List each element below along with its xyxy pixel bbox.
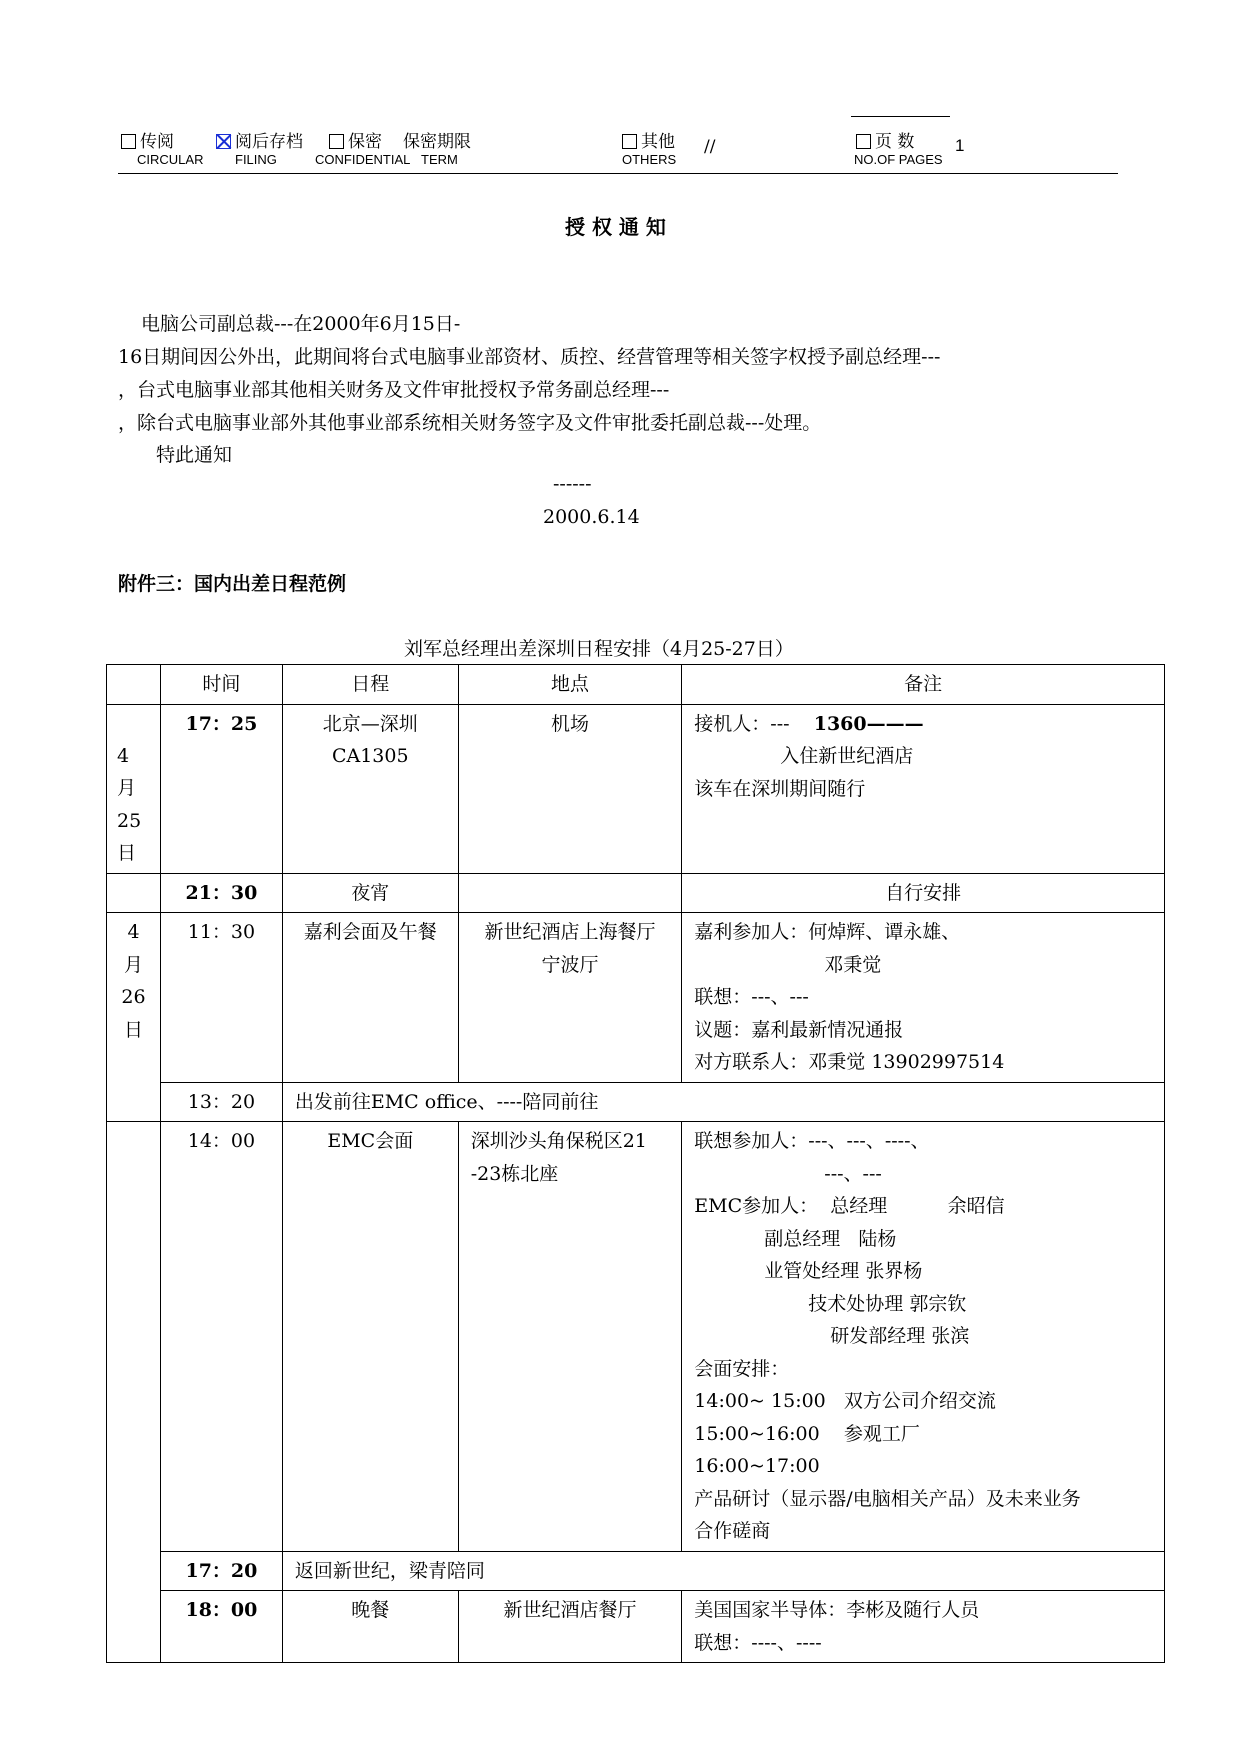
filing-option[interactable]: 阅后存档 (216, 127, 303, 152)
place-cell: 机场 (458, 704, 682, 873)
table-row (107, 1082, 1165, 1122)
notice-title: 授 权 通 知 (565, 215, 666, 239)
table-row (107, 873, 1165, 913)
notice-date: 2000.6.14 (543, 506, 640, 528)
time-cell: 17：25 (160, 704, 282, 873)
others-option[interactable]: 其他 (622, 127, 675, 152)
note-cell: 联想参加人：---、---、----、 ---、--- EMC参加人： 总经理 余昭信 副总经理 陆杨 业管处经理 张界杨 技术处协理 郭宗钦 研发部经理 张滨 会面安排： 14:00~ 15:00 双方公司介绍交流 15:00~16:00 参观工厂 16:00~17:00 产品研讨（显示器/电脑相关产品）及未来业务 合作磋商 (682, 1122, 1165, 1552)
others-en-label: OTHERS (622, 152, 677, 167)
time-cell: 18：00 (160, 1591, 282, 1663)
filing-en-label: FILING (235, 152, 277, 167)
circular-option[interactable]: 传阅 (121, 127, 174, 152)
day-cell-26: 4 月 26 日 (107, 913, 161, 1122)
item-cell: 北京—深圳 CA1305 (282, 704, 458, 873)
checkbox-icon[interactable] (856, 134, 871, 149)
table-row (107, 1591, 1165, 1663)
table-header-row (107, 665, 1165, 705)
place-cell (458, 873, 682, 913)
pages-top-rule (851, 116, 950, 117)
checkbox-icon[interactable] (329, 134, 344, 149)
notice-line-3: ，台式电脑事业部其他相关财务及文件审批授权予常务副总经理--- (118, 379, 670, 401)
notice-line-1: 电脑公司副总裁---在2000年6月15日- (141, 313, 461, 335)
checkbox-icon[interactable] (622, 134, 637, 149)
time-cell: 21：30 (160, 873, 282, 913)
table-row (107, 913, 1165, 1083)
notice-closing: 特此通知 (156, 444, 233, 466)
item-cell: 出发前往EMC office、----陪同前往 (282, 1082, 1164, 1122)
item-cell: EMC会面 (282, 1122, 458, 1552)
schedule-table (106, 664, 1165, 1663)
schedule-caption: 刘军总经理出差深圳日程安排（4月25-27日） (404, 638, 794, 660)
note-cell: 接机人：--- 1360——— 入住新世纪酒店 该车在深圳期间随行 (682, 704, 1165, 873)
header-rule (118, 173, 1118, 174)
note-cell: 自行安排 (682, 873, 1165, 913)
day-cell-25: 4 月 25 日 (107, 704, 161, 873)
time-cell: 11：30 (160, 913, 282, 1083)
term-en-label: TERM (421, 152, 458, 167)
place-cell: 新世纪酒店餐厅 (458, 1591, 682, 1663)
time-cell: 14：00 (160, 1122, 282, 1552)
table-row (107, 704, 1165, 873)
item-cell: 晚餐 (282, 1591, 458, 1663)
notice-signature: ------ (553, 473, 592, 495)
checkbox-icon[interactable] (121, 134, 136, 149)
note-cell: 美国国家半导体：李彬及随行人员 联想：----、---- (682, 1591, 1165, 1663)
item-cell: 返回新世纪，梁青陪同 (282, 1551, 1164, 1591)
appendix-title: 附件三：国内出差日程范例 (118, 573, 347, 595)
confidential-option[interactable]: 保密 (329, 127, 382, 152)
note-cell: 嘉利参加人：何焯辉、谭永雄、 邓秉觉 联想：---、--- 议题：嘉利最新情况通报 对方联系人：邓秉觉 13902997514 (682, 913, 1165, 1083)
pages-option[interactable]: 页 数 (856, 127, 914, 152)
term-label: 保密期限 (403, 132, 471, 152)
header-day-cell (107, 665, 161, 705)
time-cell: 17：20 (160, 1551, 282, 1591)
table-row (107, 1122, 1165, 1552)
item-cell: 夜宵 (282, 873, 458, 913)
others-value: // (704, 137, 716, 157)
circular-en-label: CIRCULAR (137, 152, 204, 167)
table-row (107, 1551, 1165, 1591)
notice-line-4: ，除台式电脑事业部外其他事业部系统相关财务签字及文件审批委托副总裁---处理。 (118, 412, 822, 434)
item-cell: 嘉利会面及午餐 (282, 913, 458, 1083)
place-cell: 新世纪酒店上海餐厅 宁波厅 (458, 913, 682, 1083)
checked-box-icon[interactable] (216, 134, 231, 149)
confidential-en-label: CONFIDENTIAL (315, 152, 411, 167)
pages-en-label: NO.OF PAGES (854, 152, 943, 167)
header-item: 日程 (282, 665, 458, 705)
header-place: 地点 (458, 665, 682, 705)
pages-count: 1 (955, 136, 965, 155)
place-cell: 深圳沙头角保税区21 -23栋北座 (458, 1122, 682, 1552)
header-note: 备注 (682, 665, 1165, 705)
notice-line-2: 16日期间因公外出，此期间将台式电脑事业部资材、质控、经营管理等相关签字权授予副总经理--- (118, 346, 941, 368)
time-cell: 13：20 (160, 1082, 282, 1122)
header-time: 时间 (160, 665, 282, 705)
